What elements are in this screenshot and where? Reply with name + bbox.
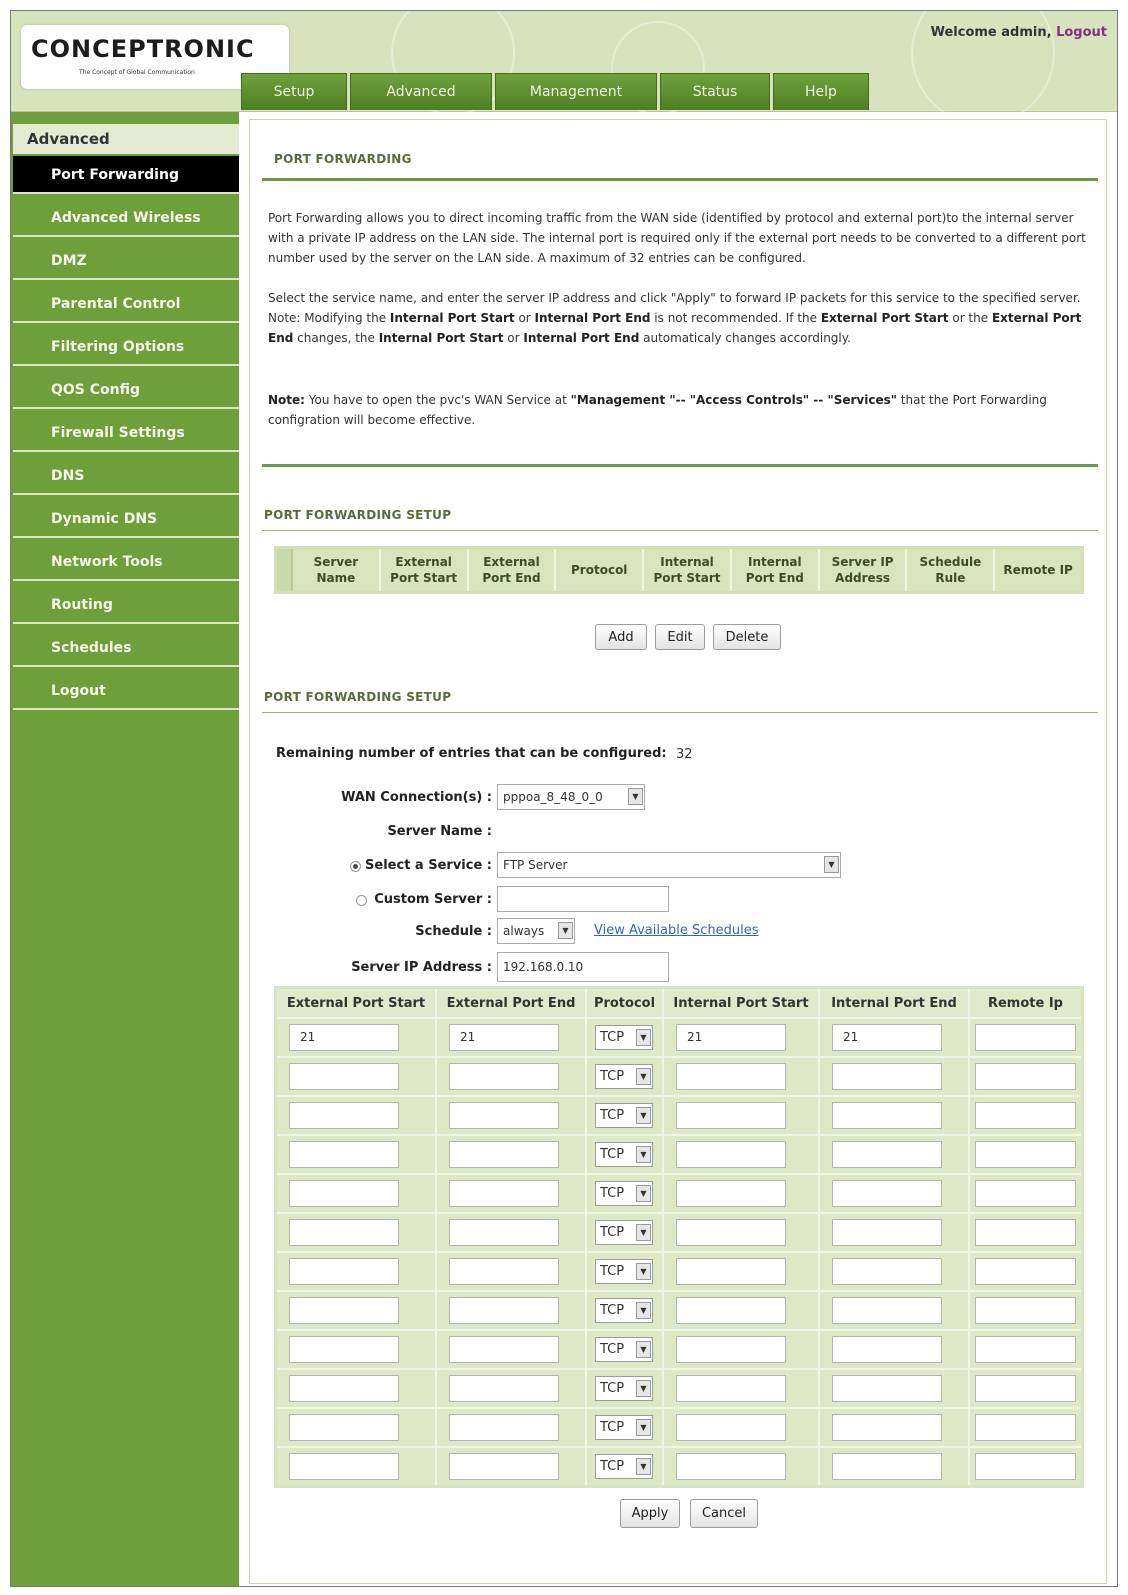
table-row: [277, 1173, 1081, 1212]
table-cell: [820, 1331, 970, 1368]
external-port-end-input[interactable]: [449, 1453, 559, 1480]
setup-list-title: PORT FORWARDING SETUP: [264, 508, 452, 522]
protocol-value: TCP: [600, 1225, 625, 1240]
table-cell: [587, 1253, 664, 1290]
grid-header-internal-port-end: Internal Port End: [820, 989, 970, 1017]
table-cell: [664, 1136, 820, 1173]
chevron-down-icon: ▼: [628, 788, 643, 805]
tab-help[interactable]: Help: [773, 73, 869, 110]
table-cell: [970, 1292, 1081, 1329]
table-cell: [970, 1214, 1081, 1251]
external-port-end-input[interactable]: [449, 1219, 559, 1246]
table-cell: [437, 1058, 587, 1095]
port-rules-grid: [274, 986, 1084, 1488]
external-port-start-input[interactable]: [289, 1102, 399, 1129]
tab-management[interactable]: Management: [495, 73, 657, 110]
section-divider: [262, 712, 1098, 713]
protocol-value: TCP: [600, 1147, 625, 1162]
external-port-start-input[interactable]: [289, 1258, 399, 1285]
sidebar-heading: Advanced: [13, 124, 239, 154]
table-cell: [970, 1448, 1081, 1485]
table-cell: [664, 1448, 820, 1485]
column-header-protocol: Protocol: [556, 549, 644, 591]
table-cell: [587, 1175, 664, 1212]
sidebar: [11, 112, 239, 1586]
welcome-message: [931, 25, 1107, 40]
internal-port-start-input[interactable]: [676, 1219, 786, 1246]
instructions-paragraph: [268, 288, 1096, 348]
main-content: [249, 119, 1107, 1584]
add-button[interactable]: Add: [595, 624, 647, 650]
table-cell: [437, 1175, 587, 1212]
table-cell: [664, 1175, 820, 1212]
table-cell: [820, 1058, 970, 1095]
column-header-internal-port-start: Internal Port Start: [644, 549, 732, 591]
column-header-external-port-start: External Port Start: [381, 549, 469, 591]
remote-ip-input[interactable]: [975, 1102, 1076, 1129]
setup-form-title: PORT FORWARDING SETUP: [264, 690, 452, 704]
select-service-dropdown[interactable]: [497, 852, 841, 878]
table-cell: [587, 1409, 664, 1446]
internal-port-start-input[interactable]: [676, 1375, 786, 1402]
chevron-down-icon: ▼: [636, 1224, 651, 1241]
instructions-text: or: [514, 311, 535, 325]
external-port-start-input[interactable]: [289, 1453, 399, 1480]
instructions-text: or the: [948, 311, 992, 325]
page-title: PORT FORWARDING: [274, 152, 412, 166]
chevron-down-icon: ▼: [636, 1068, 651, 1085]
external-port-end-input[interactable]: 21: [449, 1024, 559, 1051]
internal-port-end-input[interactable]: [832, 1141, 942, 1168]
table-cell: [664, 1019, 820, 1056]
tab-status[interactable]: Status: [660, 73, 770, 110]
table-row: [277, 1134, 1081, 1173]
remote-ip-input[interactable]: [975, 1297, 1076, 1324]
sidebar-item-filtering-options[interactable]: Filtering Options: [13, 328, 239, 366]
table-row: [277, 1329, 1081, 1368]
internal-port-start-input[interactable]: [676, 1297, 786, 1324]
table-cell: [277, 1331, 437, 1368]
router-admin-window: [10, 10, 1118, 1587]
instructions-bold: Internal Port End: [534, 311, 651, 325]
remote-ip-input[interactable]: [975, 1453, 1076, 1480]
header-banner: [11, 11, 1117, 112]
external-port-start-input[interactable]: [289, 1336, 399, 1363]
internal-port-start-input[interactable]: [676, 1453, 786, 1480]
table-cell: [277, 1370, 437, 1407]
column-header-internal-port-end: Internal Port End: [732, 549, 820, 591]
sidebar-item-dmz[interactable]: DMZ: [13, 242, 239, 280]
table-cell: [277, 1409, 437, 1446]
protocol-select[interactable]: [595, 1376, 653, 1401]
table-row: [277, 1017, 1081, 1056]
protocol-value: TCP: [600, 1030, 625, 1045]
table-cell: [970, 1370, 1081, 1407]
internal-port-end-input[interactable]: [832, 1063, 942, 1090]
protocol-value: TCP: [600, 1303, 625, 1318]
table-cell: [664, 1214, 820, 1251]
note-text: You have to open the pvc's WAN Service at: [304, 393, 571, 407]
external-port-end-input[interactable]: [449, 1414, 559, 1441]
column-header-schedule-rule: Schedule Rule: [907, 549, 995, 591]
section-divider: [262, 530, 1098, 531]
instructions-bold: External Port Start: [820, 311, 949, 325]
tab-advanced[interactable]: Advanced: [350, 73, 492, 110]
internal-port-start-input[interactable]: [676, 1180, 786, 1207]
instructions-bold: Internal Port Start: [389, 311, 515, 325]
table-cell: [970, 1058, 1081, 1095]
protocol-select[interactable]: [595, 1259, 653, 1284]
chevron-down-icon: ▼: [636, 1263, 651, 1280]
table-row: [277, 1056, 1081, 1095]
table-cell: [437, 1409, 587, 1446]
table-cell: [664, 1058, 820, 1095]
internal-port-end-input[interactable]: [832, 1102, 942, 1129]
chevron-down-icon: ▼: [636, 1419, 651, 1436]
external-port-start-input[interactable]: 21: [289, 1024, 399, 1051]
protocol-value: TCP: [600, 1186, 625, 1201]
table-cell: [437, 1097, 587, 1134]
table-row: [277, 1290, 1081, 1329]
table-row-selector: [277, 549, 293, 591]
column-header-remote-ip: Remote IP: [1003, 563, 1073, 577]
protocol-value: TCP: [600, 1381, 625, 1396]
remote-ip-input[interactable]: [975, 1141, 1076, 1168]
internal-port-start-input[interactable]: [676, 1141, 786, 1168]
grid-rows: [277, 1017, 1081, 1485]
table-cell: [587, 1136, 664, 1173]
table-cell: [277, 1136, 437, 1173]
table-cell: [970, 1409, 1081, 1446]
table-cell: [820, 1370, 970, 1407]
wan-connection-value: pppoa_8_48_0_0: [503, 790, 603, 804]
internal-port-start-input[interactable]: 21: [676, 1024, 786, 1051]
table-cell: [820, 1292, 970, 1329]
external-port-end-input[interactable]: [449, 1180, 559, 1207]
table-cell: [587, 1097, 664, 1134]
table-cell: [277, 1292, 437, 1329]
external-port-end-input[interactable]: [449, 1063, 559, 1090]
note-text: that the Port Forwarding configration will become effective.: [268, 393, 1047, 427]
external-port-start-input[interactable]: [289, 1180, 399, 1207]
internal-port-end-input[interactable]: [832, 1414, 942, 1441]
remote-ip-input[interactable]: [975, 1024, 1076, 1051]
welcome-text: Welcome admin,: [930, 25, 1052, 40]
protocol-select[interactable]: [595, 1298, 653, 1323]
table-cell: [437, 1253, 587, 1290]
table-cell: [277, 1019, 437, 1056]
sidebar-item-advanced-wireless[interactable]: Advanced Wireless: [13, 199, 239, 237]
protocol-select[interactable]: [595, 1337, 653, 1362]
protocol-value: TCP: [600, 1264, 625, 1279]
chevron-down-icon: ▼: [636, 1146, 651, 1163]
internal-port-end-input[interactable]: [832, 1297, 942, 1324]
view-available-schedules-link[interactable]: View Available Schedules: [594, 923, 759, 938]
sidebar-item-qos-config[interactable]: QOS Config: [13, 371, 239, 409]
table-cell: [277, 1448, 437, 1485]
internal-port-end-input[interactable]: [832, 1258, 942, 1285]
remote-ip-input[interactable]: [975, 1063, 1076, 1090]
internal-port-start-input[interactable]: [676, 1336, 786, 1363]
sidebar-item-parental-control[interactable]: Parental Control: [13, 285, 239, 323]
protocol-value: TCP: [600, 1459, 625, 1474]
logout-link[interactable]: Logout: [1056, 25, 1107, 40]
grid-header-external-port-start: External Port Start: [277, 989, 437, 1017]
table-cell: [664, 1292, 820, 1329]
internal-port-start-input[interactable]: [676, 1414, 786, 1441]
internal-port-end-input[interactable]: [832, 1453, 942, 1480]
chevron-down-icon: ▼: [636, 1302, 651, 1319]
port-forwarding-list-table: [274, 546, 1084, 594]
sidebar-item-dns[interactable]: DNS: [13, 457, 239, 495]
edit-button[interactable]: Edit: [655, 624, 705, 650]
chevron-down-icon: ▼: [636, 1029, 651, 1046]
external-port-start-input[interactable]: [289, 1141, 399, 1168]
sidebar-item-logout[interactable]: Logout: [13, 672, 239, 710]
grid-header-internal-port-start: Internal Port Start: [664, 989, 820, 1017]
external-port-end-input[interactable]: [449, 1258, 559, 1285]
table-cell: [970, 1019, 1081, 1056]
main-tabs: [241, 73, 872, 110]
chevron-down-icon: ▼: [824, 856, 839, 873]
protocol-value: TCP: [600, 1420, 625, 1435]
table-cell: [970, 1331, 1081, 1368]
remote-ip-input[interactable]: [975, 1336, 1076, 1363]
table-cell: [437, 1019, 587, 1056]
table-cell: [820, 1136, 970, 1173]
instructions-bold: Internal Port Start: [378, 331, 504, 345]
external-port-end-input[interactable]: [449, 1141, 559, 1168]
protocol-select[interactable]: [595, 1064, 653, 1089]
note-paragraph: [268, 390, 1096, 430]
server-ip-input[interactable]: 192.168.0.10: [497, 952, 669, 982]
table-cell: [587, 1019, 664, 1056]
sidebar-item-schedules[interactable]: Schedules: [13, 629, 239, 667]
table-cell: [587, 1214, 664, 1251]
chevron-down-icon: ▼: [636, 1107, 651, 1124]
logo-text: CONCEPTRONIC: [31, 35, 255, 63]
section-divider: [262, 464, 1098, 467]
server-name-label: Server Name :: [387, 824, 492, 839]
table-cell: [820, 1448, 970, 1485]
chevron-down-icon: ▼: [558, 922, 573, 939]
sidebar-item-firewall-settings[interactable]: Firewall Settings: [13, 414, 239, 452]
wan-connection-label: WAN Connection(s) :: [341, 790, 492, 805]
grid-header-remote-ip: Remote Ip: [970, 989, 1081, 1017]
instructions-text: changes, the: [293, 331, 379, 345]
external-port-end-input[interactable]: [449, 1336, 559, 1363]
table-cell: [587, 1448, 664, 1485]
remote-ip-input[interactable]: [975, 1180, 1076, 1207]
instructions-text: is not recommended. If the: [650, 311, 821, 325]
instructions-text: Select the service name, and enter the server IP address and click "Apply" to forward IP packets for this service to the specified server. Note: Modifying the: [268, 291, 1081, 325]
table-cell: [664, 1253, 820, 1290]
table-cell: [587, 1058, 664, 1095]
table-row: [277, 1251, 1081, 1290]
table-cell: [277, 1097, 437, 1134]
table-row: [277, 1095, 1081, 1134]
server-ip-label: Server IP Address :: [351, 960, 492, 975]
table-cell: [664, 1331, 820, 1368]
instructions-text: or: [503, 331, 524, 345]
select-service-label: Select a Service :: [365, 858, 492, 873]
grid-header-protocol: Protocol: [587, 989, 664, 1017]
chevron-down-icon: ▼: [636, 1380, 651, 1397]
schedule-value: always: [503, 924, 545, 938]
table-cell: [820, 1175, 970, 1212]
protocol-select[interactable]: [595, 1025, 653, 1050]
table-cell: [437, 1214, 587, 1251]
remote-ip-input[interactable]: [975, 1414, 1076, 1441]
table-cell: [437, 1370, 587, 1407]
table-row: [277, 1446, 1081, 1485]
column-header-external-port-end: External Port End: [469, 549, 557, 591]
table-cell: [664, 1409, 820, 1446]
note-bold: "Management "-- "Access Controls" -- "Services": [570, 393, 897, 407]
schedule-label: Schedule :: [415, 924, 492, 939]
table-row: [277, 1212, 1081, 1251]
table-cell: [437, 1136, 587, 1173]
wan-connection-select[interactable]: [497, 784, 645, 810]
table-cell: [277, 1058, 437, 1095]
table-cell: [820, 1097, 970, 1134]
table-cell: [820, 1253, 970, 1290]
column-header-server-ip: Server IP Address: [820, 549, 908, 591]
table-cell: [277, 1175, 437, 1212]
external-port-start-input[interactable]: [289, 1414, 399, 1441]
external-port-start-input[interactable]: [289, 1297, 399, 1324]
logo-tagline: The Concept of Global Communication: [79, 69, 195, 76]
select-service-value: FTP Server: [503, 858, 568, 872]
remaining-entries-value: 32: [676, 747, 693, 762]
internal-port-end-input[interactable]: 21: [832, 1024, 942, 1051]
table-cell: [970, 1136, 1081, 1173]
table-cell: [437, 1292, 587, 1329]
table-cell: [820, 1214, 970, 1251]
sidebar-item-routing[interactable]: Routing: [13, 586, 239, 624]
protocol-select[interactable]: [595, 1454, 653, 1479]
note-label: Note:: [268, 393, 305, 407]
internal-port-start-input[interactable]: [676, 1063, 786, 1090]
protocol-select[interactable]: [595, 1181, 653, 1206]
internal-port-start-input[interactable]: [676, 1258, 786, 1285]
delete-button[interactable]: Delete: [713, 624, 781, 650]
sidebar-item-port-forwarding[interactable]: Port Forwarding: [13, 156, 239, 194]
remote-ip-input[interactable]: [975, 1219, 1076, 1246]
custom-server-input[interactable]: [497, 886, 669, 912]
grid-header-external-port-end: External Port End: [437, 989, 587, 1017]
remote-ip-input[interactable]: [975, 1375, 1076, 1402]
protocol-value: TCP: [600, 1108, 625, 1123]
protocol-value: TCP: [600, 1342, 625, 1357]
grid-header-row: [277, 989, 1081, 1017]
sidebar-item-network-tools[interactable]: Network Tools: [13, 543, 239, 581]
internal-port-end-input[interactable]: [832, 1180, 942, 1207]
table-cell: [970, 1097, 1081, 1134]
protocol-select[interactable]: [595, 1103, 653, 1128]
cancel-button[interactable]: Cancel: [690, 1499, 758, 1528]
schedule-select[interactable]: [497, 918, 575, 944]
external-port-start-input[interactable]: [289, 1219, 399, 1246]
internal-port-start-input[interactable]: [676, 1102, 786, 1129]
table-cell: [437, 1331, 587, 1368]
table-cell: [664, 1097, 820, 1134]
remote-ip-input[interactable]: [975, 1258, 1076, 1285]
tab-setup[interactable]: Setup: [241, 73, 347, 110]
intro-paragraph: Port Forwarding allows you to direct incoming traffic from the WAN side (identified by protocol and external port)to the internal server with a private IP address on the LAN side. The internal port is required only if the external port needs to be converted to a different port number used by the server on the LAN side. A maximum of 32 entries can be configured.: [268, 211, 1086, 265]
table-cell: [587, 1331, 664, 1368]
table-row: [277, 1407, 1081, 1446]
table-cell: [437, 1448, 587, 1485]
section-divider: [262, 178, 1098, 181]
chevron-down-icon: ▼: [636, 1341, 651, 1358]
internal-port-end-input[interactable]: [832, 1219, 942, 1246]
table-cell: [970, 1253, 1081, 1290]
table-cell: [970, 1175, 1081, 1212]
instructions-bold: Internal Port End: [523, 331, 640, 345]
table-cell: [277, 1214, 437, 1251]
sidebar-item-dynamic-dns[interactable]: Dynamic DNS: [13, 500, 239, 538]
internal-port-end-input[interactable]: [832, 1336, 942, 1363]
protocol-select[interactable]: [595, 1142, 653, 1167]
internal-port-end-input[interactable]: [832, 1375, 942, 1402]
external-port-start-input[interactable]: [289, 1063, 399, 1090]
table-cell: [587, 1370, 664, 1407]
external-port-end-input[interactable]: [449, 1375, 559, 1402]
external-port-end-input[interactable]: [449, 1297, 559, 1324]
remaining-entries-label: Remaining number of entries that can be configured:: [276, 746, 667, 761]
instructions-text: automaticaly changes accordingly.: [639, 331, 851, 345]
custom-server-label: Custom Server :: [374, 892, 492, 907]
table-cell: [664, 1370, 820, 1407]
instructions-bold: External Port End: [268, 311, 1082, 345]
external-port-start-input[interactable]: [289, 1375, 399, 1402]
chevron-down-icon: ▼: [636, 1185, 651, 1202]
apply-button[interactable]: Apply: [620, 1499, 680, 1528]
protocol-select[interactable]: [595, 1415, 653, 1440]
table-cell: [820, 1019, 970, 1056]
column-header-server-name: Server Name: [293, 549, 381, 591]
table-cell: [277, 1253, 437, 1290]
table-cell: [820, 1409, 970, 1446]
table-row: [277, 1368, 1081, 1407]
chevron-down-icon: ▼: [636, 1458, 651, 1475]
external-port-end-input[interactable]: [449, 1102, 559, 1129]
table-cell: [587, 1292, 664, 1329]
protocol-value: TCP: [600, 1069, 625, 1084]
protocol-select[interactable]: [595, 1220, 653, 1245]
